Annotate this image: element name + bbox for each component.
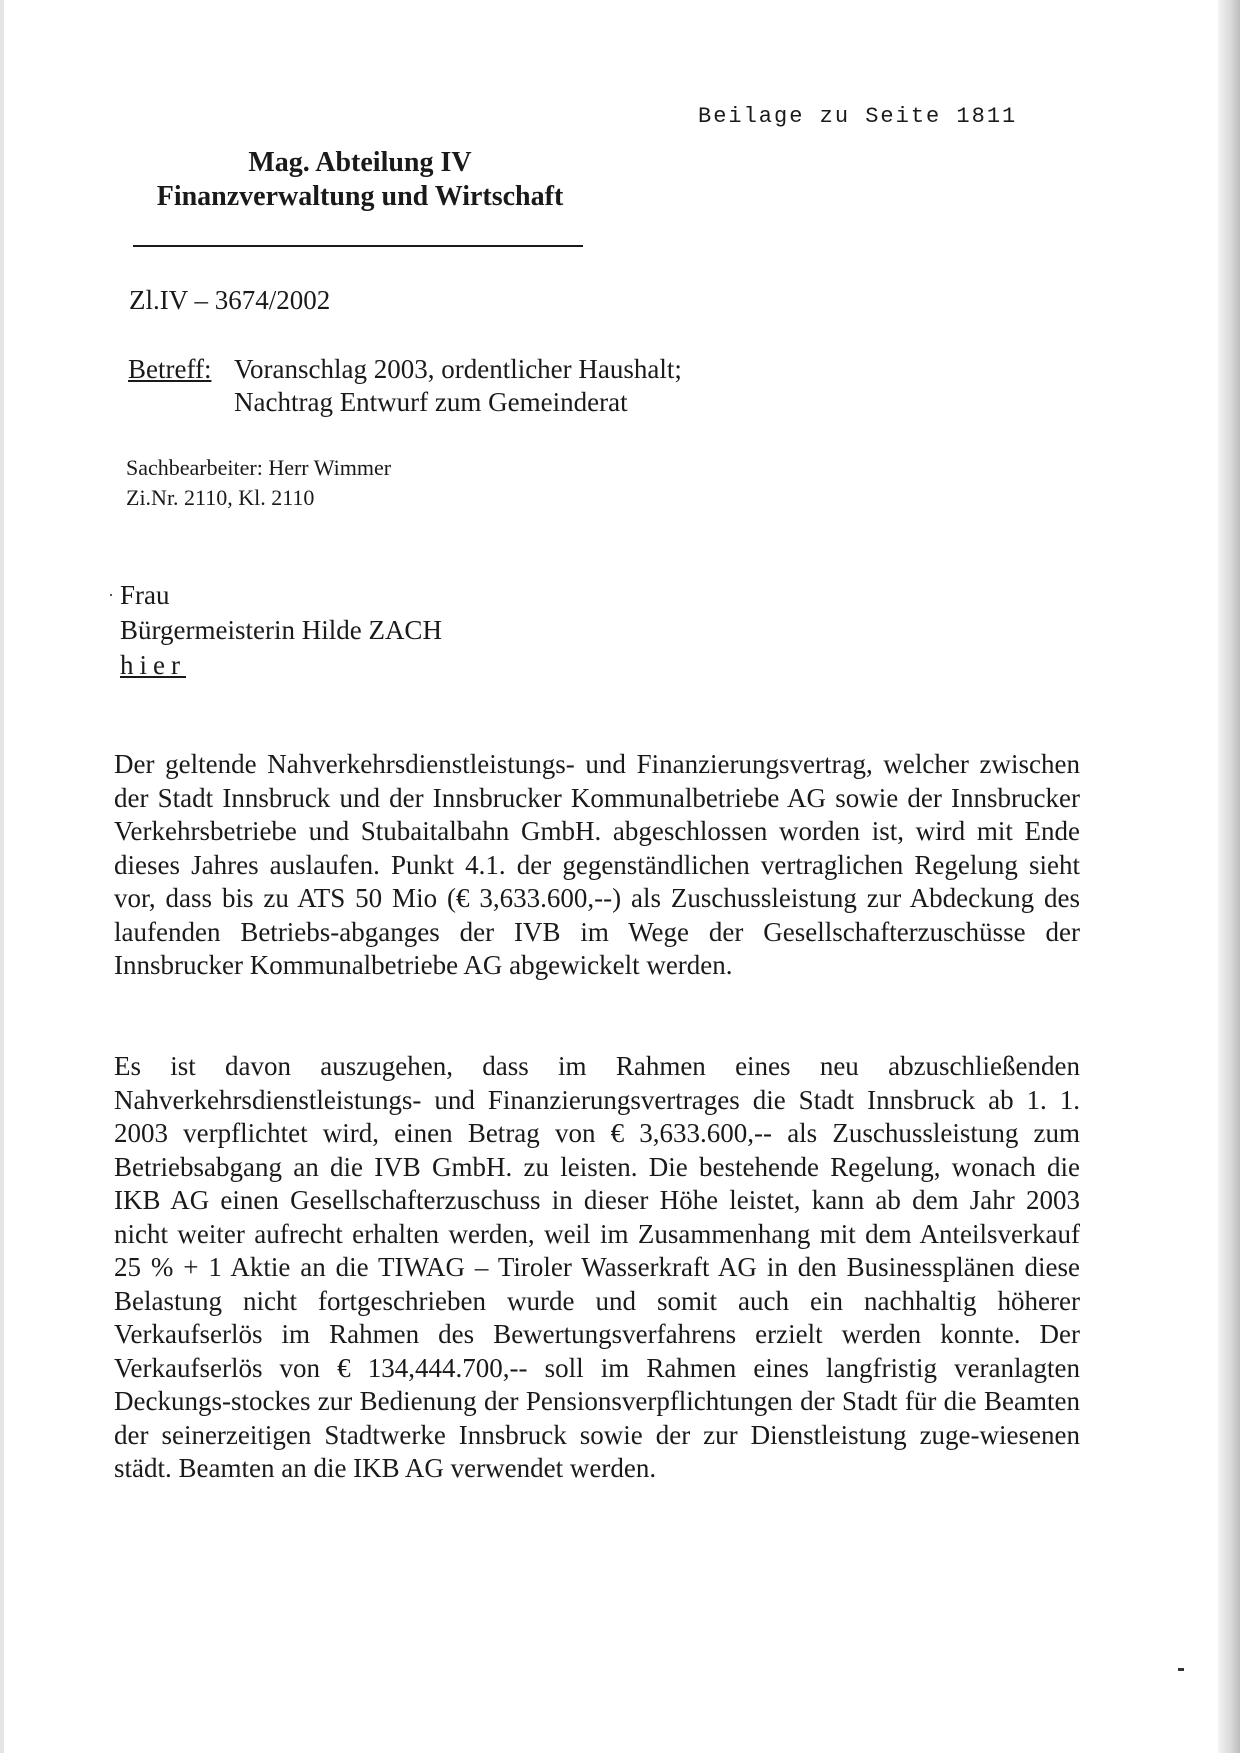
subject-line-1: Voranschlag 2003, ordentlicher Haushalt;: [234, 354, 682, 384]
recipient-salutation: Frau: [120, 580, 170, 610]
page-reference: Beilage zu Seite 1811: [698, 104, 1018, 129]
department-name: Mag. Abteilung IV: [248, 147, 472, 178]
department-heading: [120, 146, 600, 214]
scan-edge-right: [1218, 0, 1240, 1753]
recipient-name: Bürgermeisterin Hilde ZACH: [120, 615, 442, 645]
recipient-location: hier: [120, 650, 186, 680]
clerk-room: Zi.Nr. 2110, Kl. 2110: [126, 485, 315, 510]
file-number: Zl.IV – 3674/2002: [129, 285, 331, 315]
subject-label: Betreff:: [128, 354, 212, 384]
recipient-block: [120, 578, 442, 683]
clerk-name: Sachbearbeiter: Herr Wimmer: [126, 455, 392, 480]
scan-mark: [110, 594, 112, 596]
body-paragraph-2: Es ist davon auszugehen, dass im Rahmen eines neu abzuschließenden Nahverkehrsdienstleistungs- und Finanzierungsvertrages die Stadt Innsbruck ab 1. 1. 2003 verpflichtet wird, einen Betrag von € 3,633.600,-- als Zuschussleistung zum Betriebsabgang an die IVB GmbH. zu leisten. Die bestehende Regelung, wonach die IKB AG einen Gesellschafterzuschuss in dieser Höhe leistet, kann ab dem Jahr 2003 nicht weiter aufrecht erhalten werden, weil im Zusammenhang mit dem Anteilsverkauf 25 % + 1 Aktie an die TIWAG – Tiroler Wasserkraft AG in den Businessplänen diese Belastung nicht fortgeschrieben wurde und somit auch ein nachhaltig höherer Verkaufserlös im Rahmen des Bewertungsverfahrens erzielt werden konnte. Der Verkaufserlös von € 134,444.700,-- soll im Rahmen eines langfristig veranlagten Deckungs-stockes zur Bedienung der Pensionsverpflichtungen der Stadt für die Beamten der seinerzeitigen Stadtwerke Innsbruck sowie der zur Dienstleistung zuge-wiesenen städt. Beamten an die IKB AG verwendet werden.: [114, 1051, 1080, 1483]
scan-edge-left: [0, 0, 4, 1753]
heading-rule: [133, 245, 583, 247]
subject-line-2: Nachtrag Entwurf zum Gemeinderat: [234, 387, 628, 417]
clerk-info: [126, 453, 391, 513]
scan-speck: [1178, 1668, 1184, 1671]
body-paragraph-1: Der geltende Nahverkehrsdienstleistungs- und Finanzierungsvertrag, welcher zwischen der Stadt Innsbruck und der Innsbrucker Kommunalbetriebe AG sowie der Innsbrucker Verkehrsbetriebe und Stubaitalbahn GmbH. abgeschlossen worden ist, wird mit Ende dieses Jahres auslaufen. Punkt 4.1. der gegenständlichen vertraglichen Regelung sieht vor, dass bis zu ATS 50 Mio (€ 3,633.600,--) als Zuschussleistung zur Abdeckung des laufenden Betriebs-abganges der IVB im Wege der Gesellschafterzuschüsse der Innsbrucker Kommunalbetriebe AG abgewickelt werden.: [114, 749, 1080, 980]
subject-block: [128, 353, 682, 419]
department-subtitle: Finanzverwaltung und Wirtschaft: [156, 181, 564, 212]
